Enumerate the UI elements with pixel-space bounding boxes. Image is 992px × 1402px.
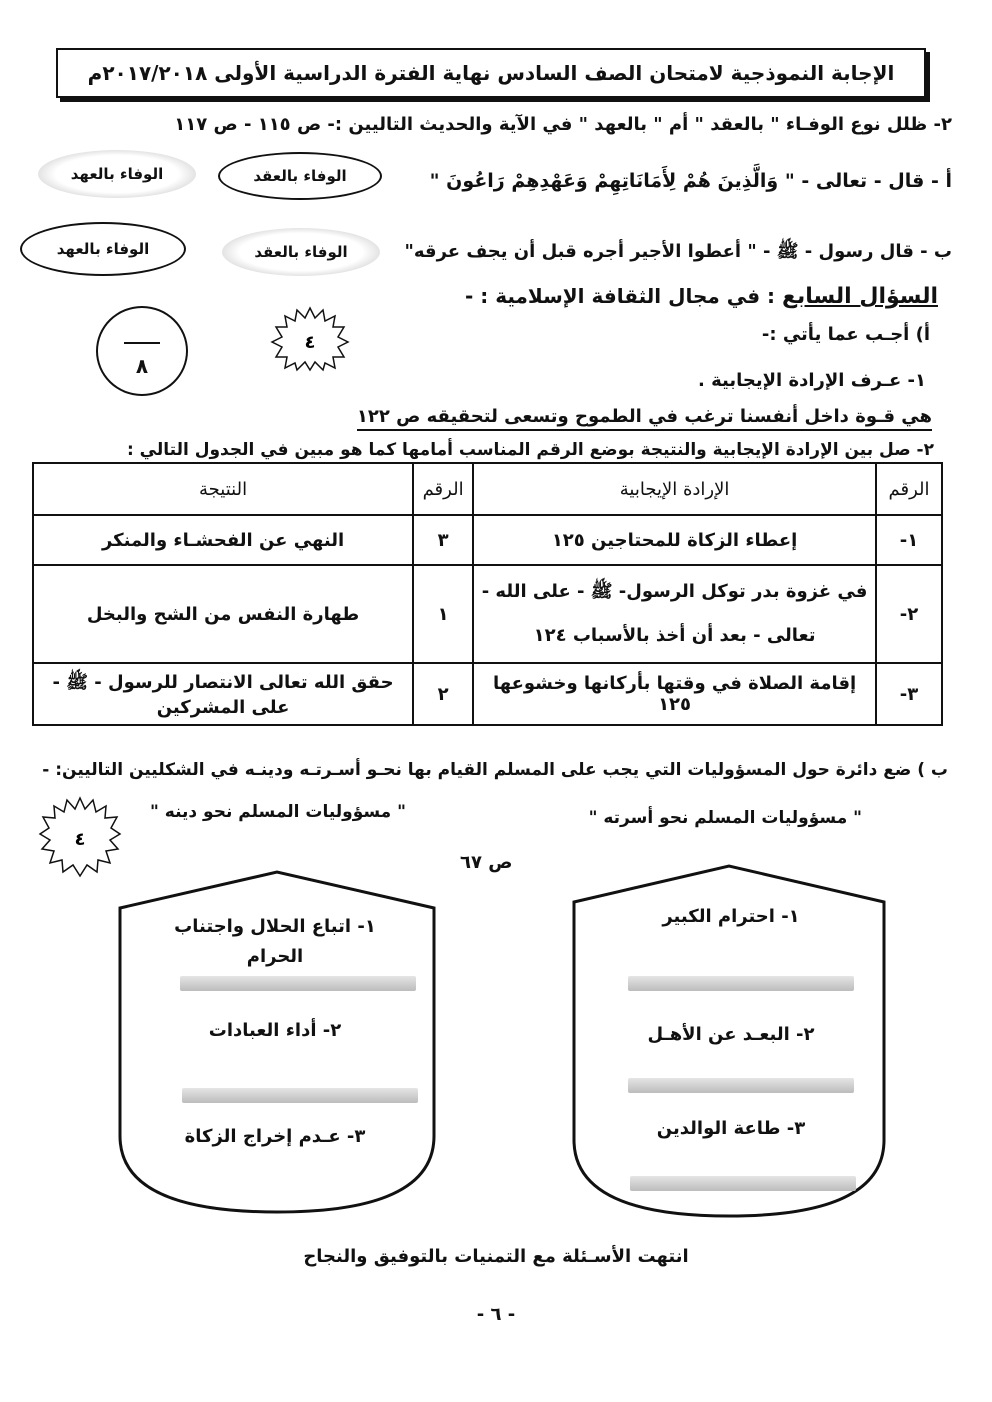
q7-heading-line: [465, 284, 938, 309]
row-number: ٣-: [876, 663, 942, 725]
table-row: [33, 663, 942, 725]
score-total: ٨: [135, 354, 149, 378]
score-divider: [124, 342, 160, 344]
row-will: إقامة الصلاة في وقتها بأركانها وخشوعها ١٢٥: [473, 663, 876, 725]
table-header: الإرادة الإيجابية: [473, 463, 876, 515]
table-header: الرقم: [413, 463, 473, 515]
score-burst-top: [270, 306, 350, 372]
q2-a-choice-other[interactable]: الوفاء بالعهد: [38, 150, 196, 198]
score-circle: [96, 306, 188, 396]
religion-title: " مسؤوليات المسلم نحو دينه ": [150, 802, 406, 822]
row-answer: ١: [413, 565, 473, 663]
q7-item1-answer: هي قـوة داخل أنفسنا ترغب في الطموح وتسعى لتحقيقه ص ١٢٢: [357, 406, 932, 431]
table-header: الرقم: [876, 463, 942, 515]
row-answer: ٣: [413, 515, 473, 565]
religion-item-1[interactable]: ١- اتباع الحلال واجتناب الحرام: [174, 916, 376, 967]
page-number: - ٦ -: [476, 1304, 516, 1325]
table-row: [33, 515, 942, 565]
row-result: حقق الله تعالى الانتصار للرسول - ﷺ - على المشركين: [33, 663, 413, 725]
family-bar-2: [628, 1078, 854, 1093]
q2-b-choice-other[interactable]: الوفاء بالعقد: [222, 228, 380, 276]
row-number: ١-: [876, 515, 942, 565]
q7-item2: ٢- صل بين الإرادة الإيجابية والنتيجة بوضع الرقم المناسب أمامها كما هو مبين في الجدول التالي :: [126, 440, 934, 460]
q2-b-choice-selected[interactable]: الوفاء بالعهد: [20, 222, 186, 276]
row-answer: ٢: [413, 663, 473, 725]
religion-bar-2: [182, 1088, 418, 1103]
page-reference: ص ٦٧: [460, 852, 513, 873]
table-header-row: [33, 463, 942, 515]
family-item-2[interactable]: ٢- البعـد عن الأهـل: [647, 1024, 815, 1045]
score-part-bottom: ٤: [74, 829, 86, 850]
q7-heading: السؤال السابع: [781, 284, 938, 309]
page-title: الإجابة النموذجية لامتحان الصف السادس نهاية الفترة الدراسية الأولى ٢٠١٧/٢٠١٨م: [56, 48, 926, 98]
row-will: في غزوة بدر توكل الرسول- ﷺ - على الله - تعالى - بعد أن أخذ بالأسباب ١٢٤: [473, 565, 876, 663]
religion-item-3[interactable]: ٣- عـدم إخراج الزكاة: [184, 1126, 366, 1147]
table-header: النتيجة: [33, 463, 413, 515]
closing-text: انتهت الأسـئلة مع التمنيات بالتوفيق والنجاح: [303, 1246, 689, 1267]
family-bar-3: [630, 1176, 856, 1191]
family-title: " مسؤوليات المسلم نحو أسرته ": [588, 808, 862, 828]
row-will: إعطاء الزكاة للمحتاجين ١٢٥: [473, 515, 876, 565]
row-result: النهي عن الفحشـاء والمنكر: [33, 515, 413, 565]
part-b-prompt: ب ) ضع دائرة حول المسؤوليات التي يجب على المسلم القيام بها نحـو أسـرتـه ودينـه في الشكليين التاليين: -: [42, 760, 948, 780]
q7-item1: ١- عـرف الإرادة الإيجابية .: [698, 370, 926, 391]
q2-a-text: أ - قال - تعالى - " وَالَّذِينَ هُمْ لِأَمَانَاتِهِمْ وَعَهْدِهِمْ رَاعُونَ ": [429, 170, 952, 192]
q2-b-text: ب - قال رسول - ﷺ - " أعطوا الأجير أجره قبل أن يجف عرقه": [404, 241, 952, 262]
q2-prompt: ٢- ظلل نوع الوفـاء " بالعقد " أم " بالعهد " في الآية والحديث التاليين :- ص ١١٥ - ص ١١٧: [174, 114, 952, 135]
score-part-top: ٤: [304, 332, 316, 353]
matching-table: [32, 462, 943, 726]
religion-item-2[interactable]: ٢- أداء العبادات: [208, 1020, 342, 1041]
religion-bar-1: [180, 976, 416, 991]
family-item-1[interactable]: ١- احترام الكبير: [662, 906, 800, 927]
family-item-3[interactable]: ٣- طاعة الوالدين: [656, 1118, 806, 1139]
q7-part-a: أ) أجـب عما يأتي :-: [761, 324, 930, 345]
q7-heading-rest: : في مجال الثقافة الإسلامية : -: [465, 284, 776, 308]
row-result: طهارة النفس من الشح والبخل: [33, 565, 413, 663]
row-number: ٢-: [876, 565, 942, 663]
family-bar-1: [628, 976, 854, 991]
score-burst-bottom: [38, 796, 122, 880]
q2-a-choice-selected[interactable]: الوفاء بالعقد: [218, 152, 382, 200]
table-row: [33, 565, 942, 663]
